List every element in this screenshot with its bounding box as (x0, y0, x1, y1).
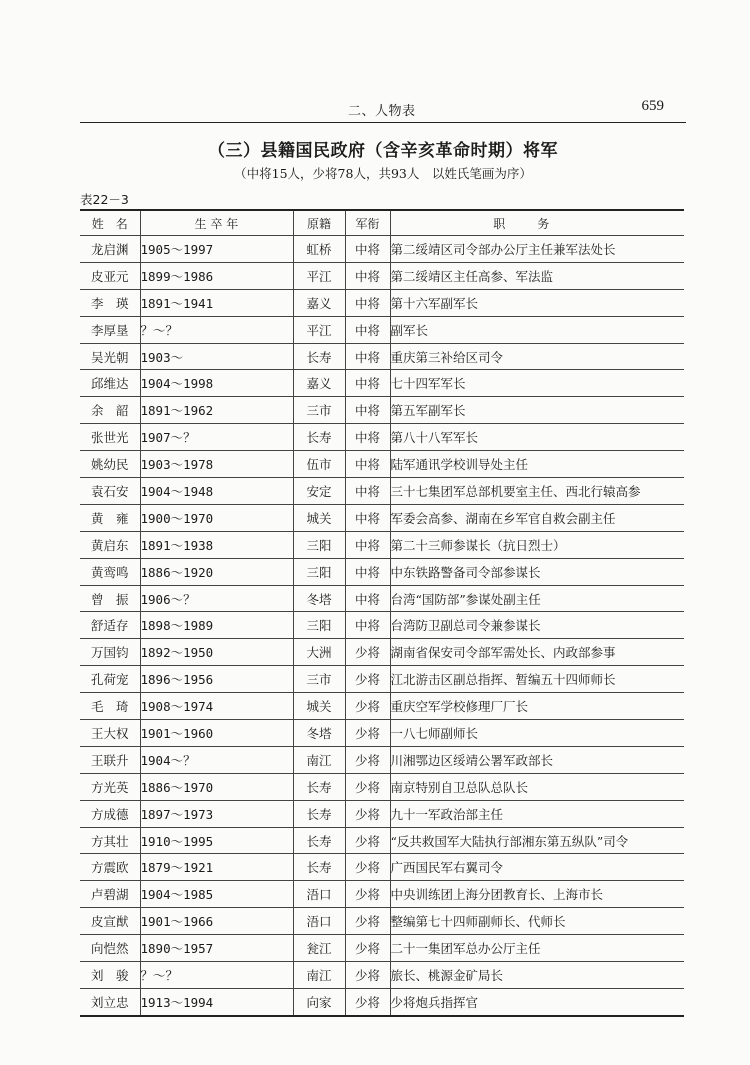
life-years: 1879～1921 (140, 854, 293, 881)
person-name: 黄启东 (80, 531, 140, 558)
table-row (80, 854, 684, 881)
military-rank: 中将 (345, 451, 390, 478)
person-name: 卢碧湖 (80, 881, 140, 908)
life-years: 1901～1960 (140, 720, 293, 747)
page-number: 659 (641, 98, 664, 114)
table-row (80, 504, 684, 531)
table-row (80, 827, 684, 854)
section-title: 二、人物表 (348, 104, 416, 119)
military-rank: 少将 (345, 827, 390, 854)
native-place: 城关 (293, 693, 345, 720)
person-name: 方光英 (80, 773, 140, 800)
position-held: 旅长、桃源金矿局长 (390, 962, 684, 989)
position-held: 第十六军副军长 (390, 289, 684, 316)
life-years: 1907～？ (140, 424, 293, 451)
table-row (80, 370, 684, 397)
position-held: 第八十八军军长 (390, 424, 684, 451)
table-row (80, 316, 684, 343)
life-years: 1904～1998 (140, 370, 293, 397)
position-held: 台湾防卫副总司令兼参谋长 (390, 612, 684, 639)
position-held: 台湾“国防部”参谋处副主任 (390, 585, 684, 612)
military-rank: 少将 (345, 988, 390, 1015)
native-place: 长寿 (293, 800, 345, 827)
person-name: 曾 振 (80, 585, 140, 612)
native-place: 三阳 (293, 558, 345, 585)
life-years: 1891～1938 (140, 531, 293, 558)
military-rank: 中将 (345, 478, 390, 505)
native-place: 浯口 (293, 881, 345, 908)
position-held: 第二十三师参谋长（抗日烈士） (390, 531, 684, 558)
native-place: 长寿 (293, 343, 345, 370)
table-row (80, 773, 684, 800)
table-row (80, 262, 684, 289)
position-held: 一八七师副师长 (390, 720, 684, 747)
military-rank: 少将 (345, 639, 390, 666)
life-years: ？～？ (140, 962, 293, 989)
table-header-row (80, 210, 684, 236)
native-place: 三阳 (293, 531, 345, 558)
position-held: 九十一军政治部主任 (390, 800, 684, 827)
person-name: 张世光 (80, 424, 140, 451)
life-years: 1904～？ (140, 746, 293, 773)
military-rank: 中将 (345, 370, 390, 397)
position-held: 副军长 (390, 316, 684, 343)
military-rank: 中将 (345, 289, 390, 316)
position-held: 湖南省保安司令部军需处长、内政部参事 (390, 639, 684, 666)
person-name: 李厚垦 (80, 316, 140, 343)
page-subtitle: （中将15人，少将78人，共93人 以姓氏笔画为序） (234, 166, 532, 181)
table-row (80, 693, 684, 720)
table-row (80, 746, 684, 773)
column-header-rank: 军衔 (345, 210, 390, 236)
generals-table (80, 209, 684, 1017)
position-held: 中东铁路警备司令部参谋长 (390, 558, 684, 585)
life-years: 1898～1989 (140, 612, 293, 639)
person-name: 袁石安 (80, 478, 140, 505)
column-header-name: 姓 名 (80, 210, 140, 236)
position-held: 整编第七十四师副师长、代师长 (390, 908, 684, 935)
person-name: 王联升 (80, 746, 140, 773)
person-name: 毛 琦 (80, 693, 140, 720)
person-name: 向恺然 (80, 935, 140, 962)
military-rank: 中将 (345, 343, 390, 370)
life-years: 1904～1985 (140, 881, 293, 908)
table-row (80, 639, 684, 666)
native-place: 浯口 (293, 908, 345, 935)
person-name: 刘立忠 (80, 988, 140, 1015)
life-years: 1899～1986 (140, 262, 293, 289)
table-row (80, 289, 684, 316)
native-place: 三市 (293, 397, 345, 424)
table-row (80, 666, 684, 693)
native-place: 向家 (293, 988, 345, 1015)
native-place: 大洲 (293, 639, 345, 666)
military-rank: 少将 (345, 746, 390, 773)
person-name: 吴光朝 (80, 343, 140, 370)
person-name: 黄鸾鸣 (80, 558, 140, 585)
life-years: ？～？ (140, 316, 293, 343)
table-row (80, 612, 684, 639)
native-place: 南江 (293, 962, 345, 989)
life-years: 1900～1970 (140, 504, 293, 531)
life-years: 1904～1948 (140, 478, 293, 505)
table-row (80, 720, 684, 747)
position-held: “反共救国军大陆执行部湘东第五纵队”司令 (390, 827, 684, 854)
military-rank: 少将 (345, 773, 390, 800)
column-header-post: 职务 (390, 210, 684, 236)
person-name: 孔荷宠 (80, 666, 140, 693)
position-held: 七十四军军长 (390, 370, 684, 397)
position-held: 重庆空军学校修理厂厂长 (390, 693, 684, 720)
life-years: 1886～1920 (140, 558, 293, 585)
military-rank: 中将 (345, 612, 390, 639)
table-row (80, 424, 684, 451)
position-held: 广西国民军右翼司令 (390, 854, 684, 881)
position-held: 川湘鄂边区绥靖公署军政部长 (390, 746, 684, 773)
position-held: 重庆第三补给区司令 (390, 343, 684, 370)
life-years: 1910～1995 (140, 827, 293, 854)
life-years: 1901～1966 (140, 908, 293, 935)
military-rank: 中将 (345, 585, 390, 612)
life-years: 1892～1950 (140, 639, 293, 666)
table-row (80, 451, 684, 478)
native-place: 冬塔 (293, 585, 345, 612)
native-place: 长寿 (293, 827, 345, 854)
person-name: 黄 雍 (80, 504, 140, 531)
native-place: 长寿 (293, 773, 345, 800)
life-years: 1903～1978 (140, 451, 293, 478)
life-years: 1908～1974 (140, 693, 293, 720)
life-years: 1896～1956 (140, 666, 293, 693)
position-held: 第五军副军长 (390, 397, 684, 424)
life-years: 1913～1994 (140, 988, 293, 1015)
life-years: 1891～1941 (140, 289, 293, 316)
native-place: 城关 (293, 504, 345, 531)
table-row (80, 585, 684, 612)
table-row (80, 236, 684, 263)
person-name: 皮宣猷 (80, 908, 140, 935)
native-place: 瓮江 (293, 935, 345, 962)
native-place: 嘉义 (293, 370, 345, 397)
military-rank: 少将 (345, 962, 390, 989)
person-name: 方成德 (80, 800, 140, 827)
life-years: 1906～？ (140, 585, 293, 612)
position-held: 江北游击区副总指挥、暂编五十四师师长 (390, 666, 684, 693)
person-name: 方震欧 (80, 854, 140, 881)
life-years: 1891～1962 (140, 397, 293, 424)
native-place: 长寿 (293, 854, 345, 881)
page-title: （三）县籍国民政府（含辛亥革命时期）将军 (208, 141, 558, 161)
military-rank: 少将 (345, 881, 390, 908)
native-place: 虹桥 (293, 236, 345, 263)
table-row (80, 343, 684, 370)
position-held: 南京特别自卫总队总队长 (390, 773, 684, 800)
column-header-home: 原籍 (293, 210, 345, 236)
position-held: 陆军通讯学校训导处主任 (390, 451, 684, 478)
table-row (80, 935, 684, 962)
native-place: 伍市 (293, 451, 345, 478)
column-header-life: 生 卒 年 (140, 210, 293, 236)
military-rank: 中将 (345, 558, 390, 585)
life-years: 1897～1973 (140, 800, 293, 827)
position-held: 三十七集团军总部机要室主任、西北行辕高参 (390, 478, 684, 505)
military-rank: 中将 (345, 424, 390, 451)
native-place: 嘉义 (293, 289, 345, 316)
position-held: 少将炮兵指挥官 (390, 988, 684, 1015)
table-body (80, 236, 684, 1016)
native-place: 安定 (293, 478, 345, 505)
person-name: 舒适存 (80, 612, 140, 639)
running-header (80, 100, 686, 123)
table-row (80, 908, 684, 935)
military-rank: 少将 (345, 720, 390, 747)
table-row (80, 531, 684, 558)
native-place: 冬塔 (293, 720, 345, 747)
person-name: 王大权 (80, 720, 140, 747)
native-place: 平江 (293, 316, 345, 343)
military-rank: 中将 (345, 316, 390, 343)
life-years: 1903～ (140, 343, 293, 370)
person-name: 余 韶 (80, 397, 140, 424)
native-place: 三阳 (293, 612, 345, 639)
life-years: 1890～1957 (140, 935, 293, 962)
military-rank: 中将 (345, 531, 390, 558)
table-row (80, 397, 684, 424)
position-held: 第二绥靖区司令部办公厅主任兼军法处长 (390, 236, 684, 263)
person-name: 刘 骏 (80, 962, 140, 989)
position-held: 军委会高参、湖南在乡军官自救会副主任 (390, 504, 684, 531)
table-row (80, 881, 684, 908)
military-rank: 少将 (345, 935, 390, 962)
person-name: 万国钧 (80, 639, 140, 666)
person-name: 皮亚元 (80, 262, 140, 289)
table-row (80, 558, 684, 585)
person-name: 姚幼民 (80, 451, 140, 478)
military-rank: 中将 (345, 397, 390, 424)
military-rank: 少将 (345, 666, 390, 693)
military-rank: 少将 (345, 800, 390, 827)
table-row (80, 800, 684, 827)
position-held: 二十一集团军总办公厅主任 (390, 935, 684, 962)
military-rank: 少将 (345, 693, 390, 720)
native-place: 三市 (293, 666, 345, 693)
person-name: 邱维达 (80, 370, 140, 397)
military-rank: 少将 (345, 908, 390, 935)
person-name: 方其壮 (80, 827, 140, 854)
table-row (80, 962, 684, 989)
table-label: 表22－3 (80, 192, 129, 207)
person-name: 李 瑛 (80, 289, 140, 316)
military-rank: 中将 (345, 236, 390, 263)
life-years: 1905～1997 (140, 236, 293, 263)
native-place: 平江 (293, 262, 345, 289)
person-name: 龙启渊 (80, 236, 140, 263)
life-years: 1886～1970 (140, 773, 293, 800)
native-place: 南江 (293, 746, 345, 773)
military-rank: 少将 (345, 854, 390, 881)
military-rank: 中将 (345, 504, 390, 531)
position-held: 中央训练团上海分团教育长、上海市长 (390, 881, 684, 908)
table-row (80, 988, 684, 1015)
military-rank: 中将 (345, 262, 390, 289)
table-row (80, 478, 684, 505)
position-held: 第二绥靖区主任高参、军法监 (390, 262, 684, 289)
native-place: 长寿 (293, 424, 345, 451)
